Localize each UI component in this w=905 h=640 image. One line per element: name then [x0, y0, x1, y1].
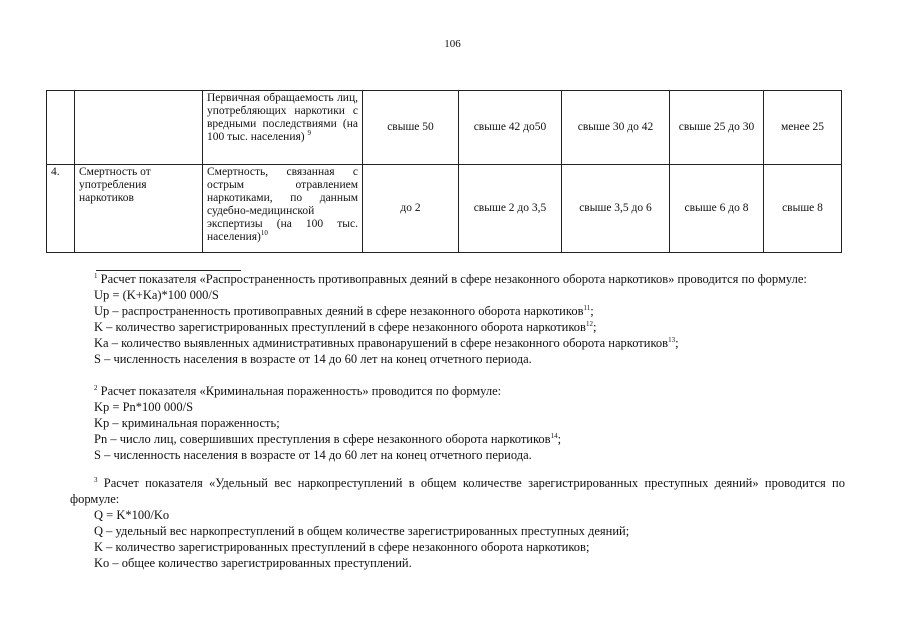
- definition-line: S – численность населения в возрасте от 14 до 60 лет на конец отчетного периода.: [94, 352, 532, 366]
- criterion-cell: [203, 91, 363, 165]
- definition-line: [70, 335, 845, 351]
- criterion-text: Первичная обращаемость лиц, употребляющих наркотики с вредными последствиями (на 100 тыс. населения): [207, 92, 358, 143]
- formula-line: Up = (K+Ka)*100 000/S: [94, 288, 219, 302]
- indicators-table: [46, 90, 842, 253]
- definition-text: Ka – количество выявленных административных правонарушений в сфере незаконного оборота наркотиков: [94, 336, 669, 350]
- footnote-mark: 1: [94, 271, 98, 280]
- value-cell: свыше 8: [764, 165, 842, 253]
- footnote-ref: 13: [668, 335, 676, 344]
- value-cell: свыше 3,5 до 6: [562, 165, 670, 253]
- footnote-intro-text: Расчет показателя «Распространенность противоправных деяний в сфере незаконного оборота наркотиков» проводится по формуле:: [100, 272, 807, 286]
- definition-line: Ko – общее количество зарегистрированных преступлений.: [94, 556, 412, 570]
- indicator-cell: Смертность от употребления наркотиков: [75, 165, 203, 253]
- definition-line: [70, 431, 845, 447]
- criterion-text: Смертность, связанная с острым отравлением наркотиками, по данным судебно-медицинской экспертизы (на 100 тыс. населения): [207, 166, 358, 243]
- indicator-cell: [75, 91, 203, 165]
- formula-line: Q = K*100/Ko: [94, 508, 170, 522]
- footnote-intro-text: Расчет показателя «Криминальная пораженность» проводится по формуле:: [100, 384, 502, 398]
- definition-tail: ;: [675, 336, 679, 350]
- value-cell: менее 25: [764, 91, 842, 165]
- footnote-intro: [70, 271, 845, 287]
- footnote-ref: 9: [307, 129, 311, 138]
- definition-tail: ;: [592, 320, 597, 334]
- footnote-mark: 3: [94, 475, 98, 484]
- table-row: [47, 91, 842, 165]
- definition-text: Pn – число лиц, совершивших преступления в сфере незаконного оборота наркотиков: [94, 432, 551, 446]
- footnote-1: [70, 271, 845, 367]
- definition-line: S – численность населения в возрасте от 14 до 60 лет на конец отчетного периода.: [94, 448, 532, 462]
- footnote-intro: [70, 383, 845, 399]
- footnote-3: [70, 475, 845, 571]
- footnote-ref: 12: [585, 319, 593, 328]
- footnote-ref: 14: [550, 431, 558, 440]
- footnote-intro: [70, 475, 845, 507]
- table-row: [47, 165, 842, 253]
- value-cell: свыше 25 до 30: [670, 91, 764, 165]
- definition-text: K – количество зарегистрированных преступлений в сфере незаконного оборота наркотиков: [94, 320, 586, 334]
- value-cell: до 2: [363, 165, 459, 253]
- footnote-intro-text: Расчет показателя «Удельный вес наркопреступлений в общем количестве зарегистрированных преступных деяний» проводится по формуле:: [70, 476, 845, 506]
- value-cell: свыше 6 до 8: [670, 165, 764, 253]
- footnote-mark: 2: [94, 383, 98, 392]
- footnote-ref: 10: [260, 229, 268, 238]
- definition-line: Kp – криминальная пораженность;: [94, 416, 280, 430]
- footnote-2: [70, 383, 845, 463]
- definition-line: [70, 303, 845, 319]
- definition-line: K – количество зарегистрированных преступлений в сфере незаконного оборота наркотиков;: [94, 540, 590, 554]
- formula-line: Kp = Pn*100 000/S: [94, 400, 194, 414]
- definition-tail: ;: [590, 304, 594, 318]
- row-number: 4.: [47, 165, 75, 253]
- value-cell: свыше 42 до50: [459, 91, 562, 165]
- footnote-ref: 11: [583, 303, 591, 312]
- definition-line: Q – удельный вес наркопреступлений в общем количестве зарегистрированных преступных деяний;: [94, 524, 630, 538]
- definition-text: Up – распространенность противоправных деяний в сфере незаконного оборота наркотиков: [94, 304, 584, 318]
- criterion-cell: [203, 165, 363, 253]
- value-cell: свыше 50: [363, 91, 459, 165]
- value-cell: свыше 30 до 42: [562, 91, 670, 165]
- value-cell: свыше 2 до 3,5: [459, 165, 562, 253]
- row-number: [47, 91, 75, 165]
- definition-tail: ;: [557, 432, 562, 446]
- page-number: 106: [444, 38, 461, 50]
- footnotes: [70, 270, 845, 571]
- definition-line: [70, 319, 845, 335]
